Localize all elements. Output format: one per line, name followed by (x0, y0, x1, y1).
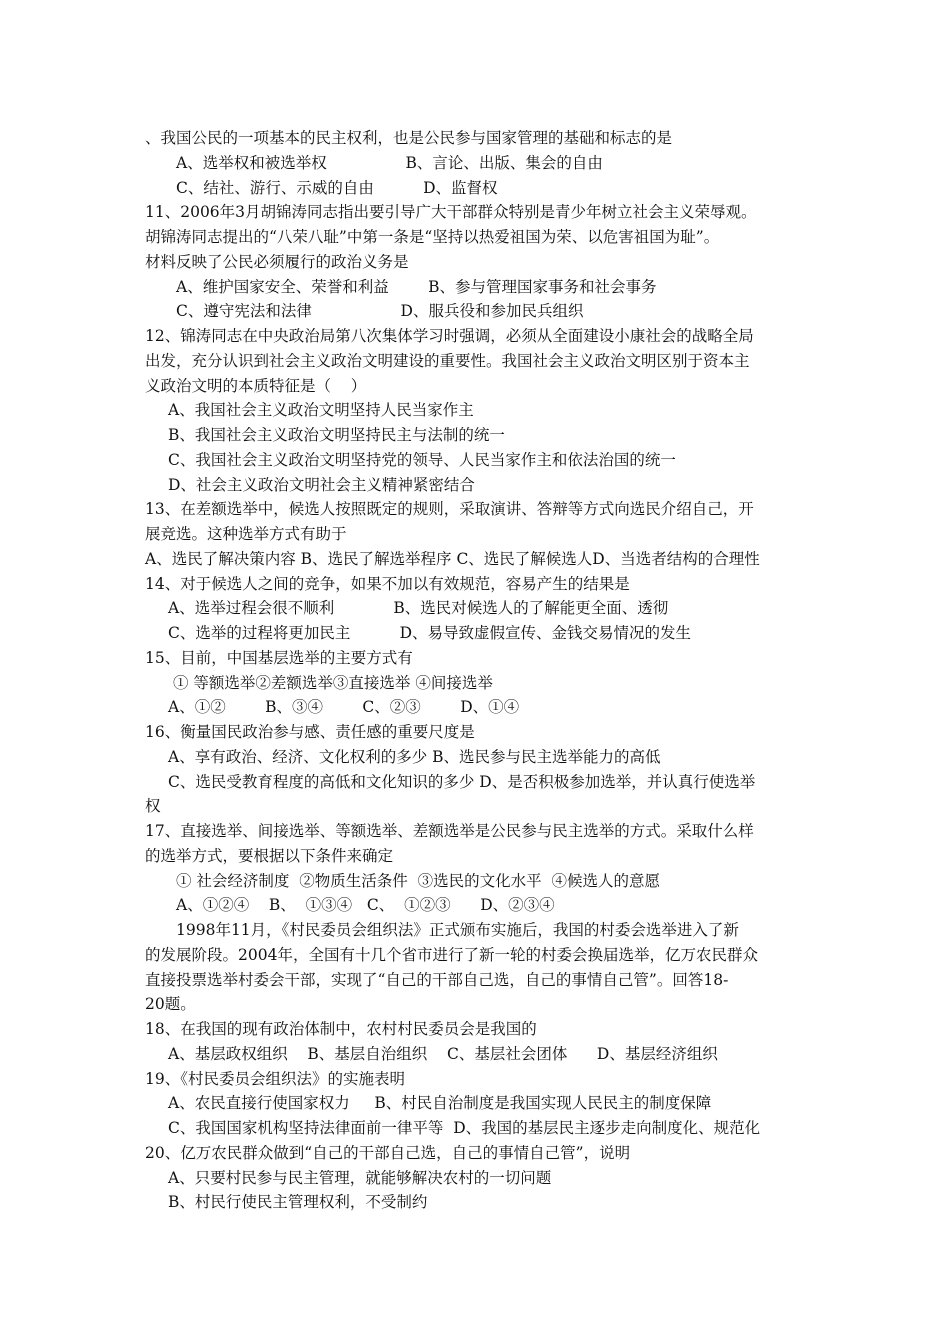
text-line: C、我国国家机构坚持法律面前一律平等 D、我国的基层民主逐步走向制度化、规范化 (168, 1119, 761, 1137)
text-line: 的发展阶段。2004年，全国有十几个省市进行了新一轮的村委会换届选举，亿万农民群众 (145, 945, 758, 964)
text-line: 18、在我国的现有政治体制中，农村村民委员会是我国的 (145, 1020, 537, 1038)
text-line: 1998年11月，《村民委员会组织法》正式颁布实施后，我国的村委会选举进入了新 (176, 921, 739, 939)
text-line: C、结社、游行、示威的自由 D、监督权 (176, 178, 498, 197)
text-line: D、社会主义政治文明社会主义精神紧密结合 (168, 475, 475, 494)
text-line: B、村民行使民主管理权利，不受制约 (168, 1193, 428, 1212)
text-line: A、只要村民参与民主管理，就能够解决农村的一切问题 (168, 1168, 552, 1187)
text-line: 胡锦涛同志提出的“八荣八耻”中第一条是“坚持以热爱祖国为荣、以危害祖国为耻”。 (145, 228, 720, 246)
text-line: 、我国公民的一项基本的民主权利，也是公民参与国家管理的基础和标志的是 (145, 129, 673, 147)
text-line: A、我国社会主义政治文明坚持人民当家作主 (168, 401, 474, 420)
text-line: A、①②④ B、 ①③④ C、 ①②③ D、②③④ (176, 896, 555, 915)
text-line: ① 等额选举②差额选举③直接选举 ④间接选举 (173, 673, 493, 692)
text-line: 15、目前，中国基层选举的主要方式有 (145, 648, 413, 667)
text-line: 20题。 (145, 995, 196, 1014)
text-line: ① 社会经济制度 ②物质生活条件 ③选民的文化水平 ④候选人的意愿 (176, 871, 660, 890)
text-line: 展竞选。这种选举方式有助于 (145, 525, 347, 543)
text-line: A、农民直接行使国家权力 B、村民自治制度是我国实现人民民主的制度保障 (168, 1094, 712, 1113)
text-line: A、选民了解决策内容 B、选民了解选举程序 C、选民了解候选人D、当选者结构的合理性 (145, 549, 760, 568)
text-line: A、维护国家安全、荣誉和利益 B、参与管理国家事务和社会事务 (176, 277, 657, 296)
text-line: 16、衡量国民政治参与感、责任感的重要尺度是 (145, 723, 475, 741)
text-line: B、我国社会主义政治文明坚持民主与法制的统一 (168, 426, 505, 444)
text-line: A、①② B、③④ C、②③ D、①④ (168, 698, 520, 717)
text-line: 20、亿万农民群众做到“自己的干部自己选，自己的事情自己管”，说明 (145, 1143, 631, 1162)
text-line: C、选民受教育程度的高低和文化知识的多少 D、是否积极参加选举，并认真行使选举 (168, 772, 756, 791)
text-line: 直接投票选举村委会干部，实现了“自己的干部自己选，自己的事情自己管”。回答18- (145, 970, 729, 989)
text-line: 19、《村民委员会组织法》的实施表明 (145, 1069, 405, 1088)
text-line: C、选举的过程将更加民主 D、易导致虚假宣传、金钱交易情况的发生 (168, 624, 692, 642)
exam-question-text (145, 126, 810, 1215)
text-line: 出发，充分认识到社会主义政治文明建设的重要性。我国社会主义政治文明区别于资本主 (145, 351, 750, 370)
text-line: A、选举权和被选举权 B、言论、出版、集会的自由 (176, 153, 603, 172)
text-line: A、基层政权组织 B、基层自治组织 C、基层社会团体 D、基层经济组织 (168, 1044, 718, 1063)
text-line: 11、2006年3月胡锦涛同志指出要引导广大干部群众特别是青少年树立社会主义荣辱观。 (145, 203, 757, 222)
text-line: 12、锦涛同志在中央政治局第八次集体学习时强调，必须从全面建设小康社会的战略全局 (145, 327, 754, 345)
text-line: 14、对于候选人之间的竞争，如果不加以有效规范，容易产生的结果是 (145, 574, 630, 593)
text-line: 义政治文明的本质特征是（ ） (145, 376, 367, 395)
text-line: 权 (145, 797, 161, 816)
text-line: C、我国社会主义政治文明坚持党的领导、人民当家作主和依法治国的统一 (168, 450, 676, 469)
text-line: A、享有政治、经济、文化权利的多少 B、选民参与民主选举能力的高低 (168, 747, 661, 766)
text-line: 的选举方式，要根据以下条件来确定 (145, 846, 394, 865)
text-line: 17、直接选举、间接选举、等额选举、差额选举是公民参与民主选举的方式。采取什么样 (145, 822, 754, 840)
text-line: 13、在差额选举中，候选人按照既定的规则，采取演讲、答辩等方式向选民介绍自己，开 (145, 500, 754, 519)
text-line: 材料反映了公民必须履行的政治义务是 (145, 252, 409, 271)
text-line: A、选举过程会很不顺利 B、选民对候选人的了解能更全面、透彻 (168, 599, 669, 618)
text-line: C、遵守宪法和法律 D、服兵役和参加民兵组织 (176, 302, 584, 321)
